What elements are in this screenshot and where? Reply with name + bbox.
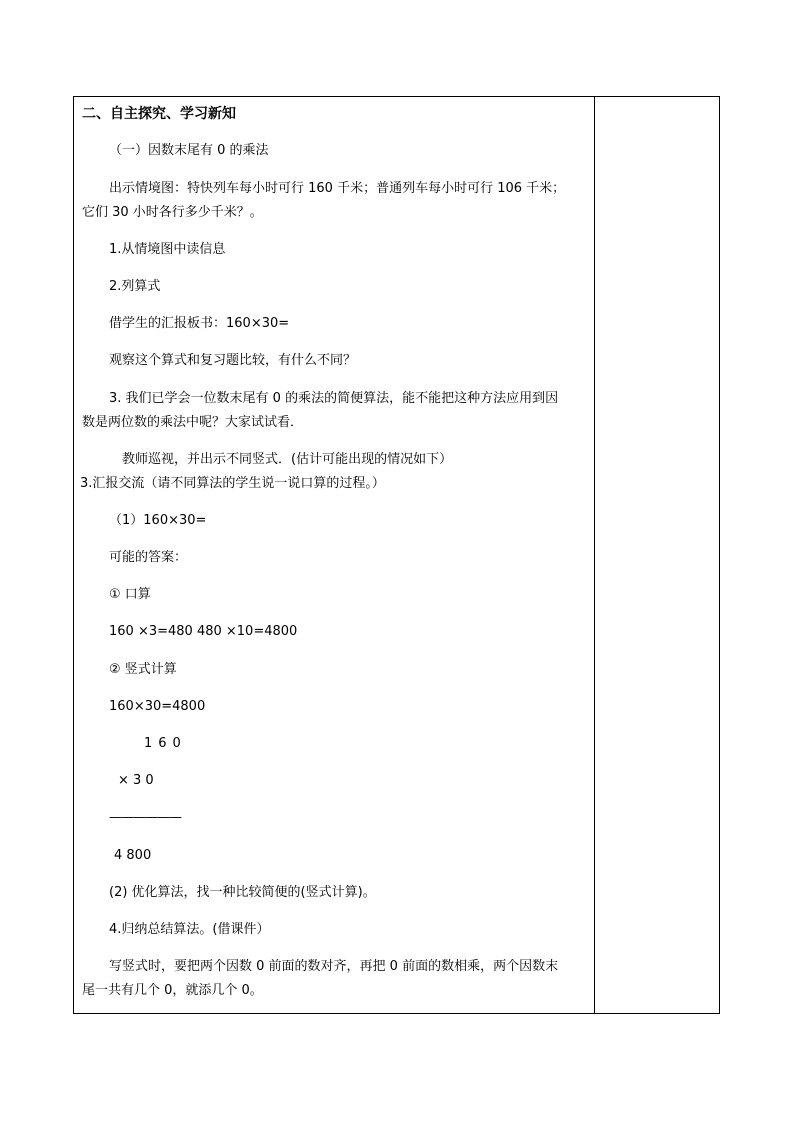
report-exchange: 3.汇报交流（请不同算法的学生说一说口算的过程。） — [80, 476, 385, 491]
vertical-result: 4 800 — [114, 848, 152, 863]
subheading: （一）因数末尾有 0 的乘法 — [109, 143, 269, 158]
teacher-patrol: 教师巡视，并出示不同竖式．(估计可能出现的情况如下） — [122, 452, 453, 467]
compare-question: 观察这个算式和复习题比较，有什么不同？ — [109, 353, 357, 368]
step-3-line-1: 3. 我们已学会一位数末尾有 0 的乘法的简便算法，能不能把这种方法应用到因 — [109, 391, 559, 406]
method-2-vertical: ② 竖式计算 — [109, 662, 177, 677]
method-1-oral: ① 口算 — [109, 587, 151, 602]
notes-cell — [595, 97, 720, 1013]
oral-calculation: 160 ×3=480 480 ×10=4800 — [109, 624, 298, 639]
possible-answers: 可能的答案： — [109, 550, 188, 565]
vertical-top-number: 160 — [144, 736, 187, 751]
scenario-line-2: 它们 30 小时各行多少千米？。 — [82, 205, 263, 220]
vertical-multiplier: × 3 0 — [118, 773, 154, 788]
step-1: 1.从情境图中读信息 — [109, 242, 226, 257]
section-heading: 二、自主探究、学习新知 — [82, 106, 236, 122]
step-2: 2.列算式 — [109, 279, 161, 294]
board-writing: 借学生的汇报板书：160×30= — [109, 316, 290, 331]
summary-line-2: 尾一共有几个 0，就添几个 0。 — [82, 983, 263, 998]
example-1: （1）160×30= — [109, 513, 207, 528]
lesson-content-cell — [74, 97, 594, 1013]
step-4: 4.归纳总结算法。(借课件） — [109, 922, 270, 937]
scenario-line-1: 出示情境图：特快列车每小时可行 160 千米；普通列车每小时可行 106 千米； — [109, 181, 566, 196]
optimize-algorithm: (2) 优化算法，找一种比较简便的(竖式计算)。 — [109, 885, 376, 900]
summary-line-1: 写竖式时，要把两个因数 0 前面的数对齐，再把 0 前面的数相乘，两个因数末 — [109, 959, 559, 974]
step-3-line-2: 数是两位数的乘法中呢？大家试试看． — [82, 415, 304, 430]
lesson-table — [73, 96, 720, 1014]
vertical-rule: —————— — [109, 810, 181, 825]
vertical-equation: 160×30=4800 — [109, 699, 206, 714]
